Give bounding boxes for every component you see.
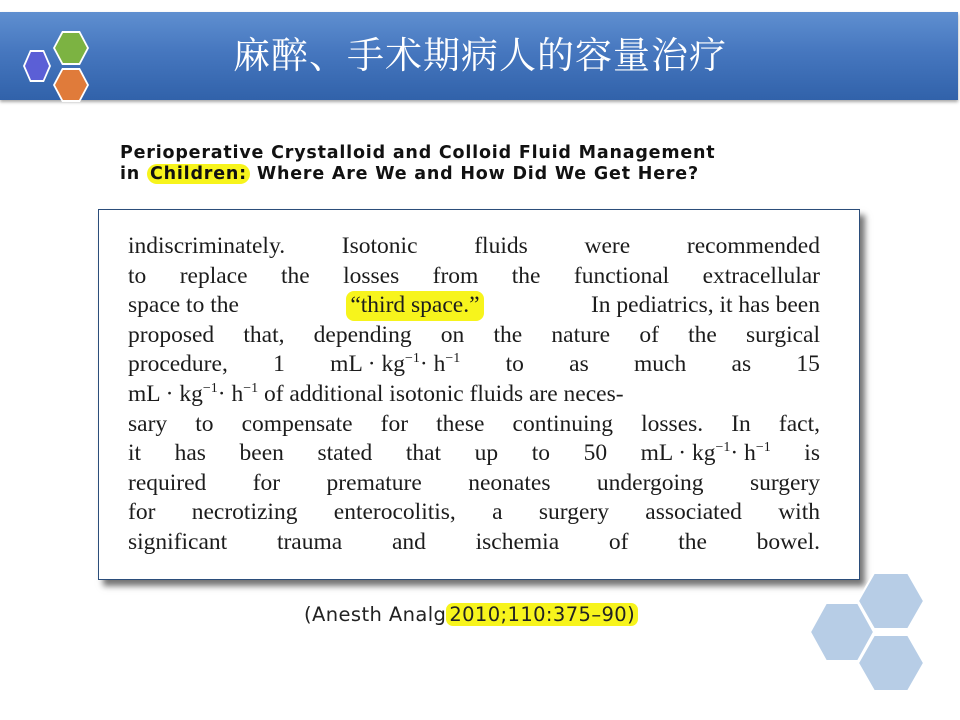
- unit-text: · h: [419, 351, 446, 378]
- quote-line-text: of additional isotonic fluids are neces-: [258, 380, 624, 407]
- quote-line-text: for necrotizing enterocolitis, a surgery associated with: [128, 499, 820, 526]
- quote-line-text: [128, 380, 624, 410]
- hexagon-logo-icon: [10, 28, 102, 106]
- article-title: [120, 143, 860, 185]
- citation-journal: (Anesth Analg: [304, 603, 447, 626]
- quote-word: to: [505, 351, 524, 378]
- unit-text: mL · kg: [640, 440, 716, 467]
- quote-word: stated: [317, 440, 373, 467]
- quote-word: 50: [583, 440, 608, 467]
- quote-line-text: sary to compensate for these continuing losses. In fact,: [128, 410, 820, 437]
- unit-text: · h: [730, 440, 756, 467]
- unit-exponent: −1: [202, 380, 218, 396]
- unit-exponent: −1: [405, 351, 420, 367]
- quote-word: procedure,: [128, 351, 228, 378]
- quote-word: up: [474, 440, 499, 467]
- quote-line-text: required for premature neonates undergoing surgery: [128, 469, 820, 496]
- unit-exponent: −1: [755, 440, 771, 456]
- third-space-highlight: “third space.”: [346, 291, 483, 321]
- quote-word: much: [634, 351, 687, 378]
- article-title-prefix: in: [120, 164, 141, 184]
- quote-word: 15: [796, 351, 820, 378]
- quote-word: as: [569, 351, 589, 378]
- quote-line-text: indiscriminately. Isotonic fluids were recommended: [128, 233, 820, 259]
- unit-text: · h: [217, 380, 244, 407]
- quote-unit: [330, 350, 460, 380]
- title-banner: [0, 12, 958, 100]
- unit-text: mL · kg: [128, 380, 203, 407]
- quote-line: [128, 410, 820, 440]
- quote-box: [98, 209, 860, 580]
- quote-line: [128, 321, 820, 351]
- quote-word: has: [174, 440, 206, 467]
- decorative-hexagons-icon: [808, 571, 928, 693]
- quote-line-text: significant trauma and ischemia of the bowel.: [128, 528, 820, 555]
- quote-line: [128, 439, 820, 469]
- unit-exponent: −1: [445, 351, 461, 367]
- quote-line-text: space to the: [128, 292, 239, 319]
- quote-line-text: proposed that, depending on the nature of the surgical: [128, 321, 820, 348]
- article-title-line2: [120, 164, 860, 185]
- quote-word: been: [239, 440, 284, 467]
- slide-title: 麻醉、手术期病人的容量治疗: [233, 34, 727, 77]
- citation: [304, 603, 638, 626]
- quote-word: it: [128, 440, 142, 467]
- article-title-rest: Where Are We and How Did We Get Here?: [256, 164, 699, 184]
- unit-exponent: −1: [715, 440, 731, 456]
- quote-word: is: [804, 440, 820, 467]
- unit-text: mL · kg: [330, 351, 406, 378]
- article-title-highlight: Children:: [147, 164, 250, 184]
- quote-line: [128, 262, 820, 292]
- quote-line: [128, 291, 820, 321]
- quote-line: [128, 380, 820, 410]
- quote-word: to: [531, 440, 550, 467]
- unit-exponent: −1: [243, 380, 259, 396]
- quote-line: [128, 232, 820, 262]
- quote-word: 1: [273, 351, 285, 378]
- quote-line: [128, 350, 820, 380]
- quote-line: [128, 469, 820, 499]
- article-title-line1: Perioperative Crystalloid and Colloid Fluid Management: [120, 143, 716, 163]
- quote-text: [128, 232, 820, 558]
- quote-line: [128, 528, 820, 558]
- quote-line-text: to replace the losses from the functional extracellular: [128, 262, 820, 289]
- quote-word: that: [405, 440, 442, 467]
- quote-line-text: In pediatrics, it has been: [590, 292, 820, 319]
- quote-word: as: [731, 351, 752, 378]
- quote-unit: [641, 439, 771, 469]
- citation-highlight: 2010;110:375–90): [446, 603, 638, 626]
- quote-line: [128, 498, 820, 528]
